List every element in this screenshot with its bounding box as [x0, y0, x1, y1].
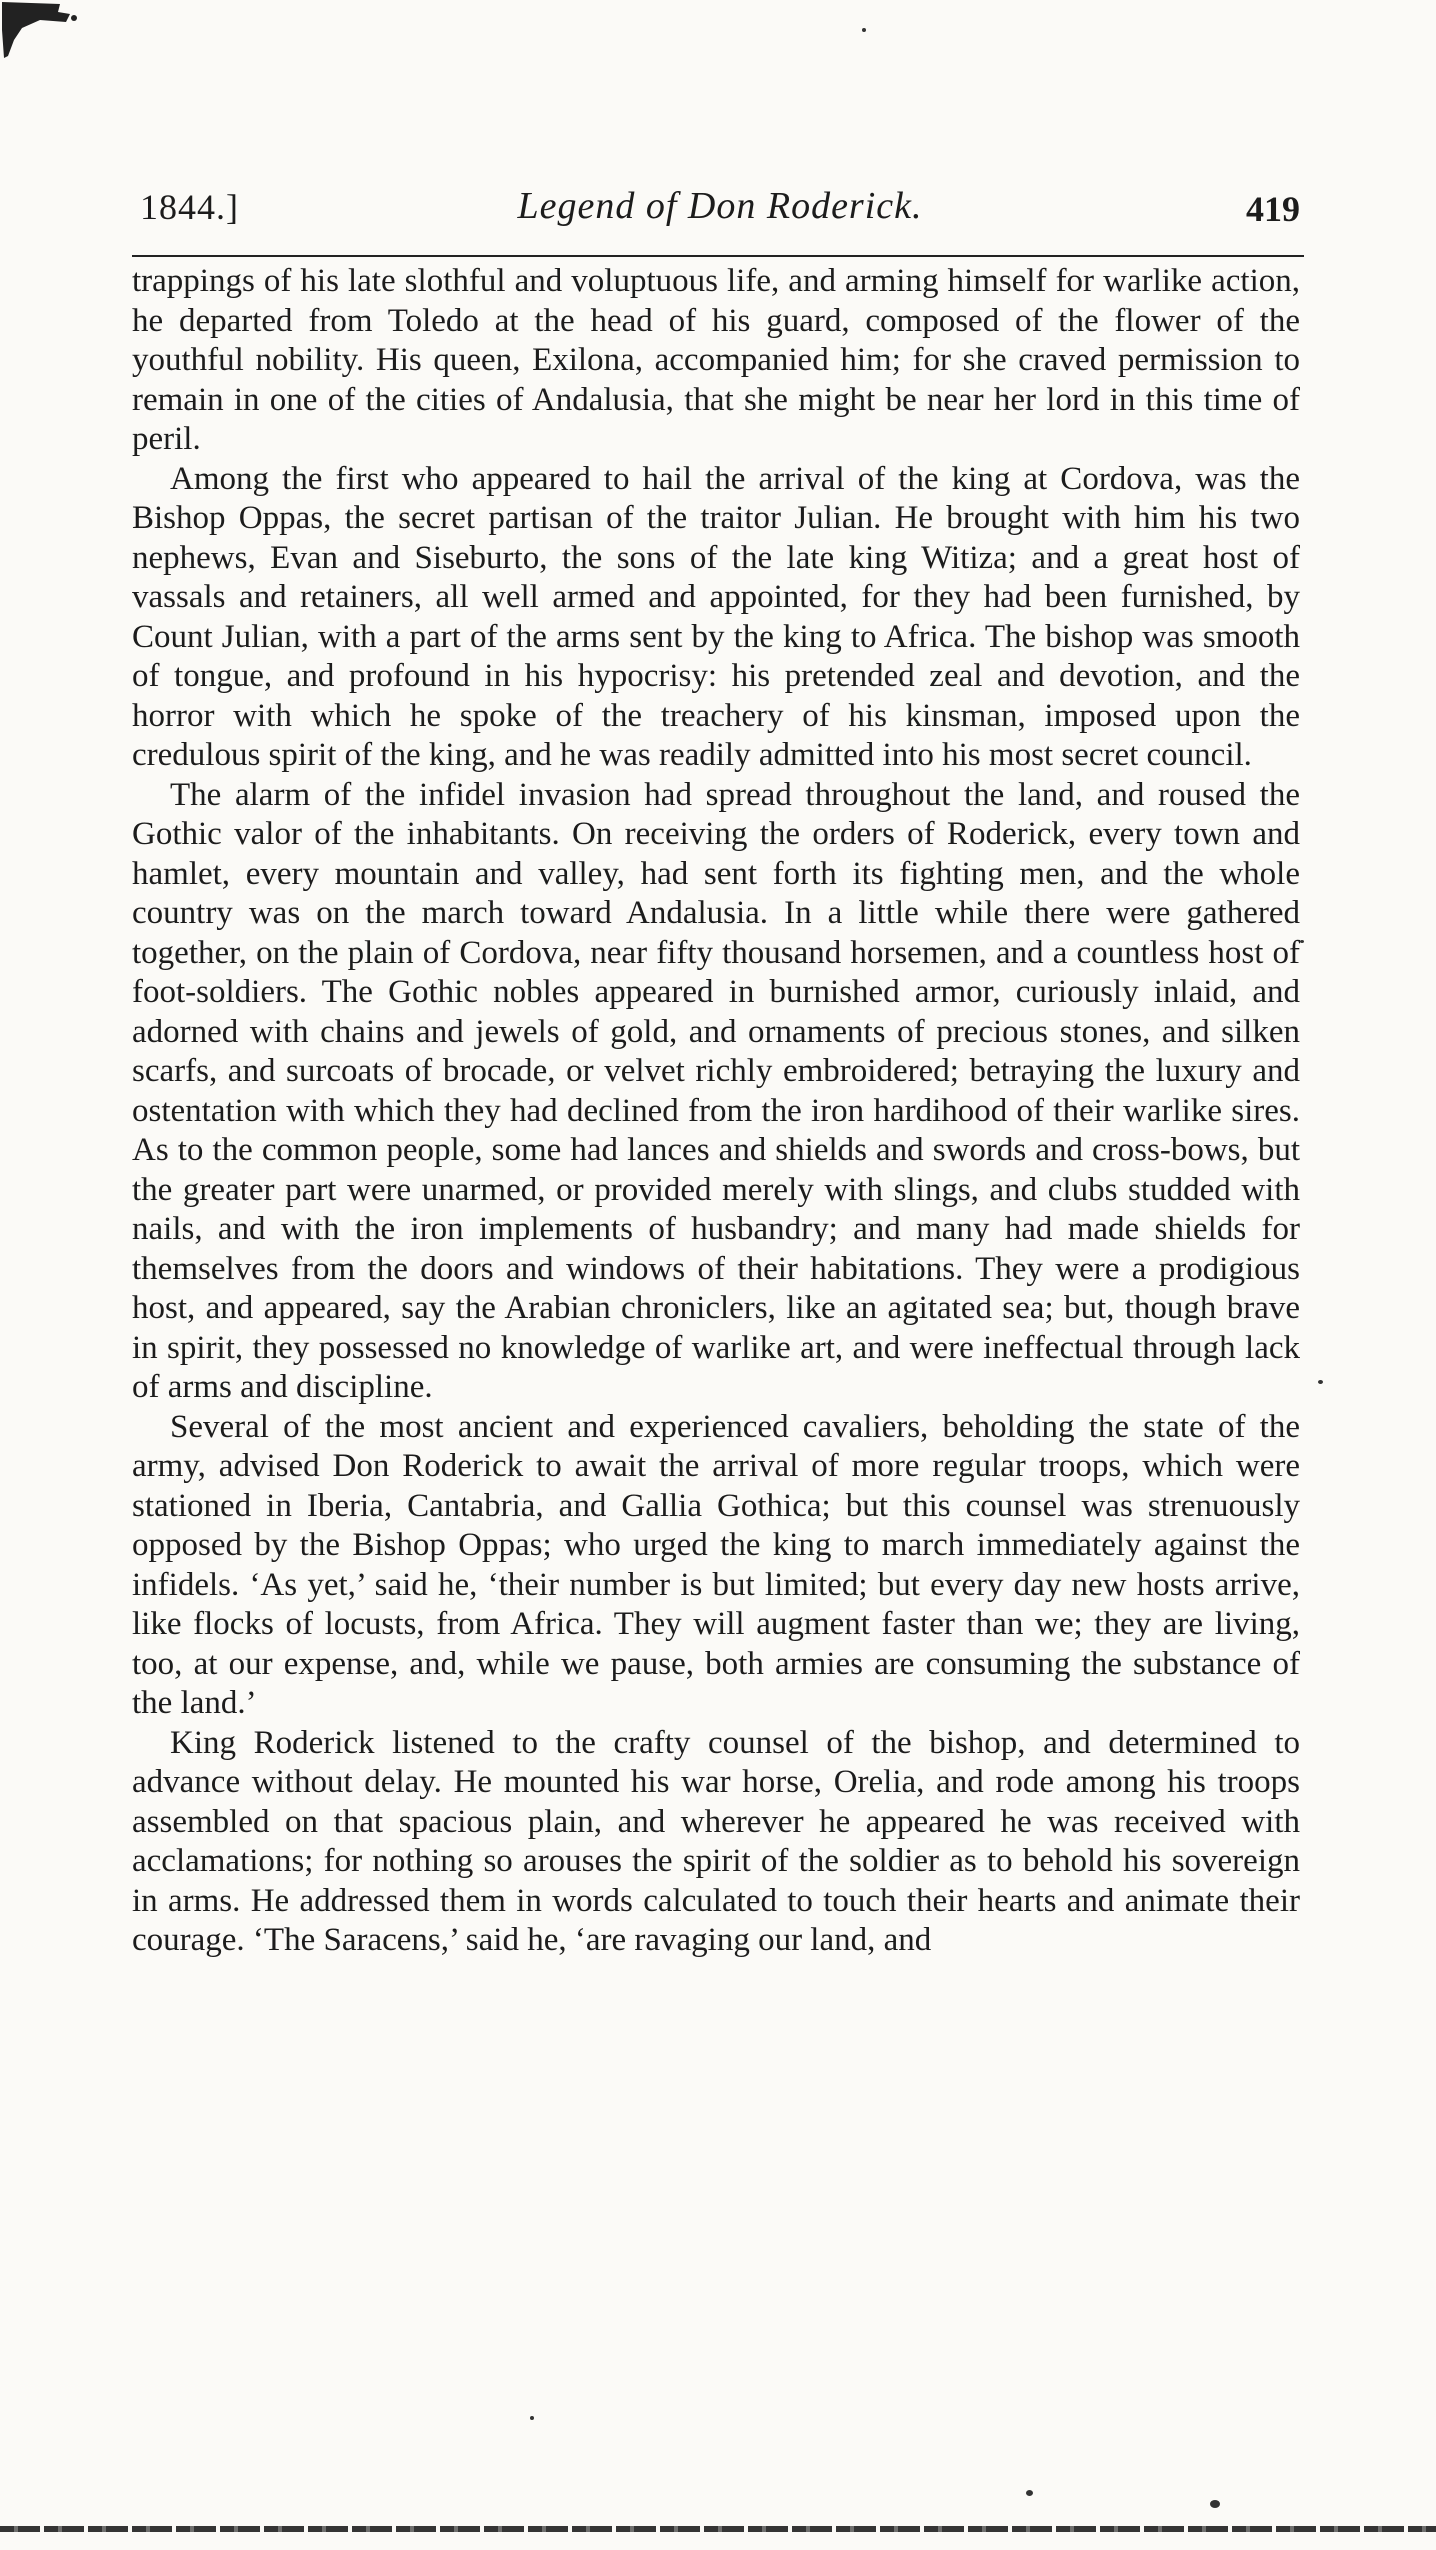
- paragraph: Several of the most ancient and experienced cavaliers, beholding the state of the army, advised Don Roderick to await the arrival of more regular troops, which were stationed in Iberia, Cantabria, and Gallia Gothica; but this counsel was strenuously opposed by the Bishop Oppas; who urged the king to march immediately against the infidels. ‘As yet,’ said he, ‘their number is but limited; but every day new hosts arrive, like flocks of locusts, from Africa. They will augment faster than we; they are living, too, at our expense, and, while we pause, both armies are consuming the substance of the land.’: [132, 1408, 1300, 1721]
- ink-speck: [530, 2416, 534, 2420]
- paragraph: The alarm of the infidel invasion had spread throughout the land, and roused the Gothic valor of the inhabitants. On receiving the orders of Roderick, every town and hamlet, every mountain and valley, had sent forth its fighting men, and the whole country was on the march toward Andalusia. In a little while there were gathered together, on the plain of Cordova, near fifty thousand horsemen, and a countless host of foot-soldiers. The Gothic nobles appeared in burnished armor, curiously inlaid, and adorned with chains and jewels of gold, and ornaments of precious stones, and silken scarfs, and surcoats of brocade, or velvet richly embroidered; betraying the luxury and ostentation with which they had declined from the iron hardihood of their warlike sires. As to the common people, some had lances and shields and swords and cross-bows, but the greater part were unarmed, or provided merely with slings, and clubs studded with nails, and with the iron implements of husbandry; and many had made shields for themselves from the doors and windows of their habitations. They were a prodigious host, and appeared, say the Arabian chroniclers, like an agitated sea; but, though brave in spirit, they possessed no knowledge of warlike art, and were ineffectual through lack of arms and discipline.: [132, 776, 1300, 1405]
- ink-blot-mark: [0, 0, 90, 60]
- ink-speck: [1210, 2500, 1220, 2508]
- bottom-edge-rule: [0, 2526, 1436, 2532]
- header-rule: [132, 255, 1304, 257]
- header-year: 1844.]: [140, 187, 239, 227]
- body-text: [132, 262, 1300, 1961]
- ink-speck: [1300, 940, 1304, 943]
- paragraph: trappings of his late slothful and voluptuous life, and arming himself for warlike action, he departed from Toledo at the head of his guard, composed of the flower of the youthful nobility. His queen, Exilona, accompanied him; for she craved permission to remain in one of the cities of Andalusia, that she might be near her lord in this time of peril.: [132, 263, 1300, 457]
- header-title: Legend of Don Roderick.: [517, 185, 923, 227]
- ink-speck: [1318, 1380, 1323, 1384]
- ink-speck: [862, 28, 866, 32]
- ink-speck: [1026, 2490, 1033, 2496]
- paragraph: King Roderick listened to the crafty counsel of the bishop, and determined to advance without delay. He mounted his war horse, Orelia, and rode among his troops assembled on that spacious plain, and wherever he appeared he was received with acclamations; for nothing so arouses the spirit of the soldier as to behold his sovereign in arms. He addressed them in words calculated to touch their hearts and animate their courage. ‘The Saracens,’ said he, ‘are ravaging our land, and: [132, 1724, 1300, 1958]
- running-header: [140, 180, 1300, 250]
- page-number: 419: [1246, 189, 1300, 229]
- paragraph: Among the first who appeared to hail the arrival of the king at Cordova, was the Bishop Oppas, the secret partisan of the traitor Julian. He brought with him his two nephews, Evan and Siseburto, the sons of the late king Witiza; and a great host of vassals and retainers, all well armed and appointed, for they had been furnished, by Count Julian, with a part of the arms sent by the king to Africa. The bishop was smooth of tongue, and profound in his hypocrisy: his pretended zeal and devotion, and the horror with which he spoke of the treachery of his kinsman, imposed upon the credulous spirit of the king, and he was readily admitted into his most secret council.: [132, 460, 1300, 773]
